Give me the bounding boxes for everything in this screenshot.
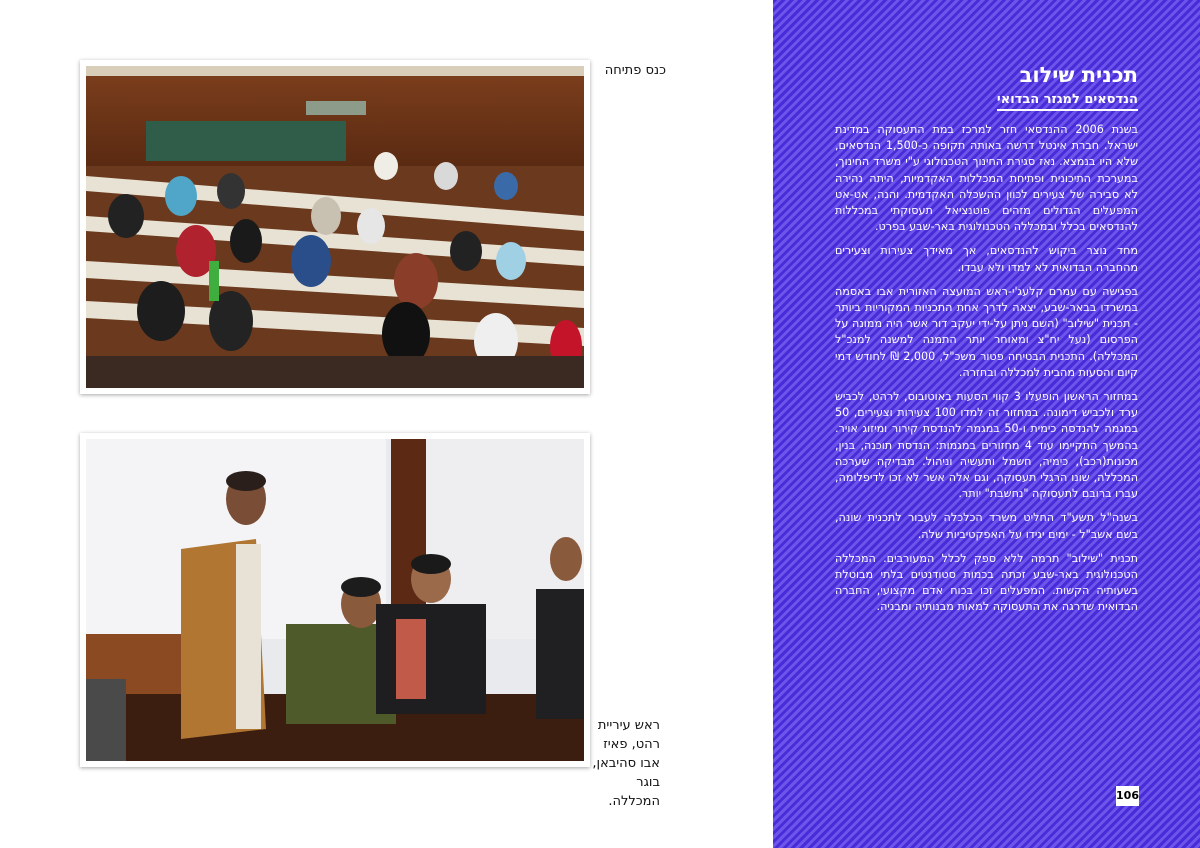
photo-caption-mayor: ראש עיריית רהט, פאיז אבו סהיבאן, בוגר המכללה.: [592, 718, 660, 809]
article-paragraph: תכנית "שילוב" תרמה ללא ספק לכלל המעורבים. המכללה הטכנולוגית באר-שבע זכתה בכמות סטודנטים בלתי מבוטלת בשעותיה הקשות. המפעלים זכו בכוח אדם מקצועי, החברה הבדואית שדרגה את התעסוקה למאות מבנותיה ומבניה.: [835, 551, 1138, 614]
mayor-image: [86, 439, 584, 761]
article-paragraph: בשנה"ל תשע"ד החליט משרד הכלכלה לעבור לתכנית שונה, בשם אשב"ל - ימים יגידו על האפקטיביות שלה.: [835, 511, 1138, 541]
page-number: 106: [1116, 786, 1139, 806]
right-page: [773, 0, 1200, 848]
article-header: [838, 62, 1138, 111]
article-paragraph: מחד נוצר ביקוש להנדסאים, אך מאידך צעירות וצעירים מהחברה הבדואית לא למדו ולא עבדו.: [835, 244, 1138, 274]
article-paragraph: בשנת 2006 ההנדסאי חזר למרכז במת התעסוקה במדינת ישראל. חברת אינטל דרשה באותה תקופה כ-1,500 הנדסאים, שלא היו בנמצא. נאז סגירת החינוך הטכנולוגי ע"י משרד החינוך, במערכת התיכונית ופתיחת המכללות האקדמיות, היתה נהירה לא סבירה של צעירים לכוון ההשכלה האקדמית. והנה, אט-אט המפעלים הגדולים מזהים פוטנציאל תעסוקתי במכללות להנדסאים בכלל ובמכללה הטכנולוגית באר-שבע בפרט.: [835, 123, 1139, 234]
photo-caption-opening: כנס פתיחה: [604, 63, 666, 78]
article-body: [835, 122, 1138, 624]
mayor-photo: [80, 433, 590, 767]
lecture-hall-image: [86, 66, 584, 388]
article-paragraph: בפגישה עם עמרם קלעג'י-ראש המועצה האזורית אבו באסמה במשרדו בבאר-שבע, יצאה לדרך אחת התכניות המקוריות ביותר - תכנית "שילוב" (השם ניתן על-ידי יעקב דור אשר היה ממונה על הפרסום (נעל יח"צ ומאוחר יותר התמנה למשנה למנכ"ל המכללה). התכנית הבטיחה פטור משכ"ל, 2,000 ₪ לחודש דמי קיום והסעות מהבית למכללה ובחזרה.: [835, 284, 1138, 379]
lecture-hall-photo: [80, 60, 590, 394]
article-paragraph: במחזור הראשון הופעלו 3 קווי הסעות באוטובוס, לרהט, לכביש ערד ולכביש דימונה. במחזור זה למדו 100 צעירות וצעירים, 50 במגמה להנדסה כימית ו-50 במגמה להנדסת קירור ומיזוג אויר. בהמשך התקיימו עוד 4 מחזורים במגמות: הנדסת תוכנה, בנין, מכונות(רכב), כימיה, חשמל ותעשיה וניהול. מבדיקה שערכה המכללה, שונו הרגלי תעסוקה, וגם אלה אשר לא זכו לדיפלומה, עברו ברובם לתעסוקה "נחשבת" יותר.: [835, 390, 1138, 501]
article-subtitle: הנדסאים למגזר הבדואי: [997, 91, 1138, 111]
article-title: תכנית שילוב: [1019, 63, 1138, 87]
